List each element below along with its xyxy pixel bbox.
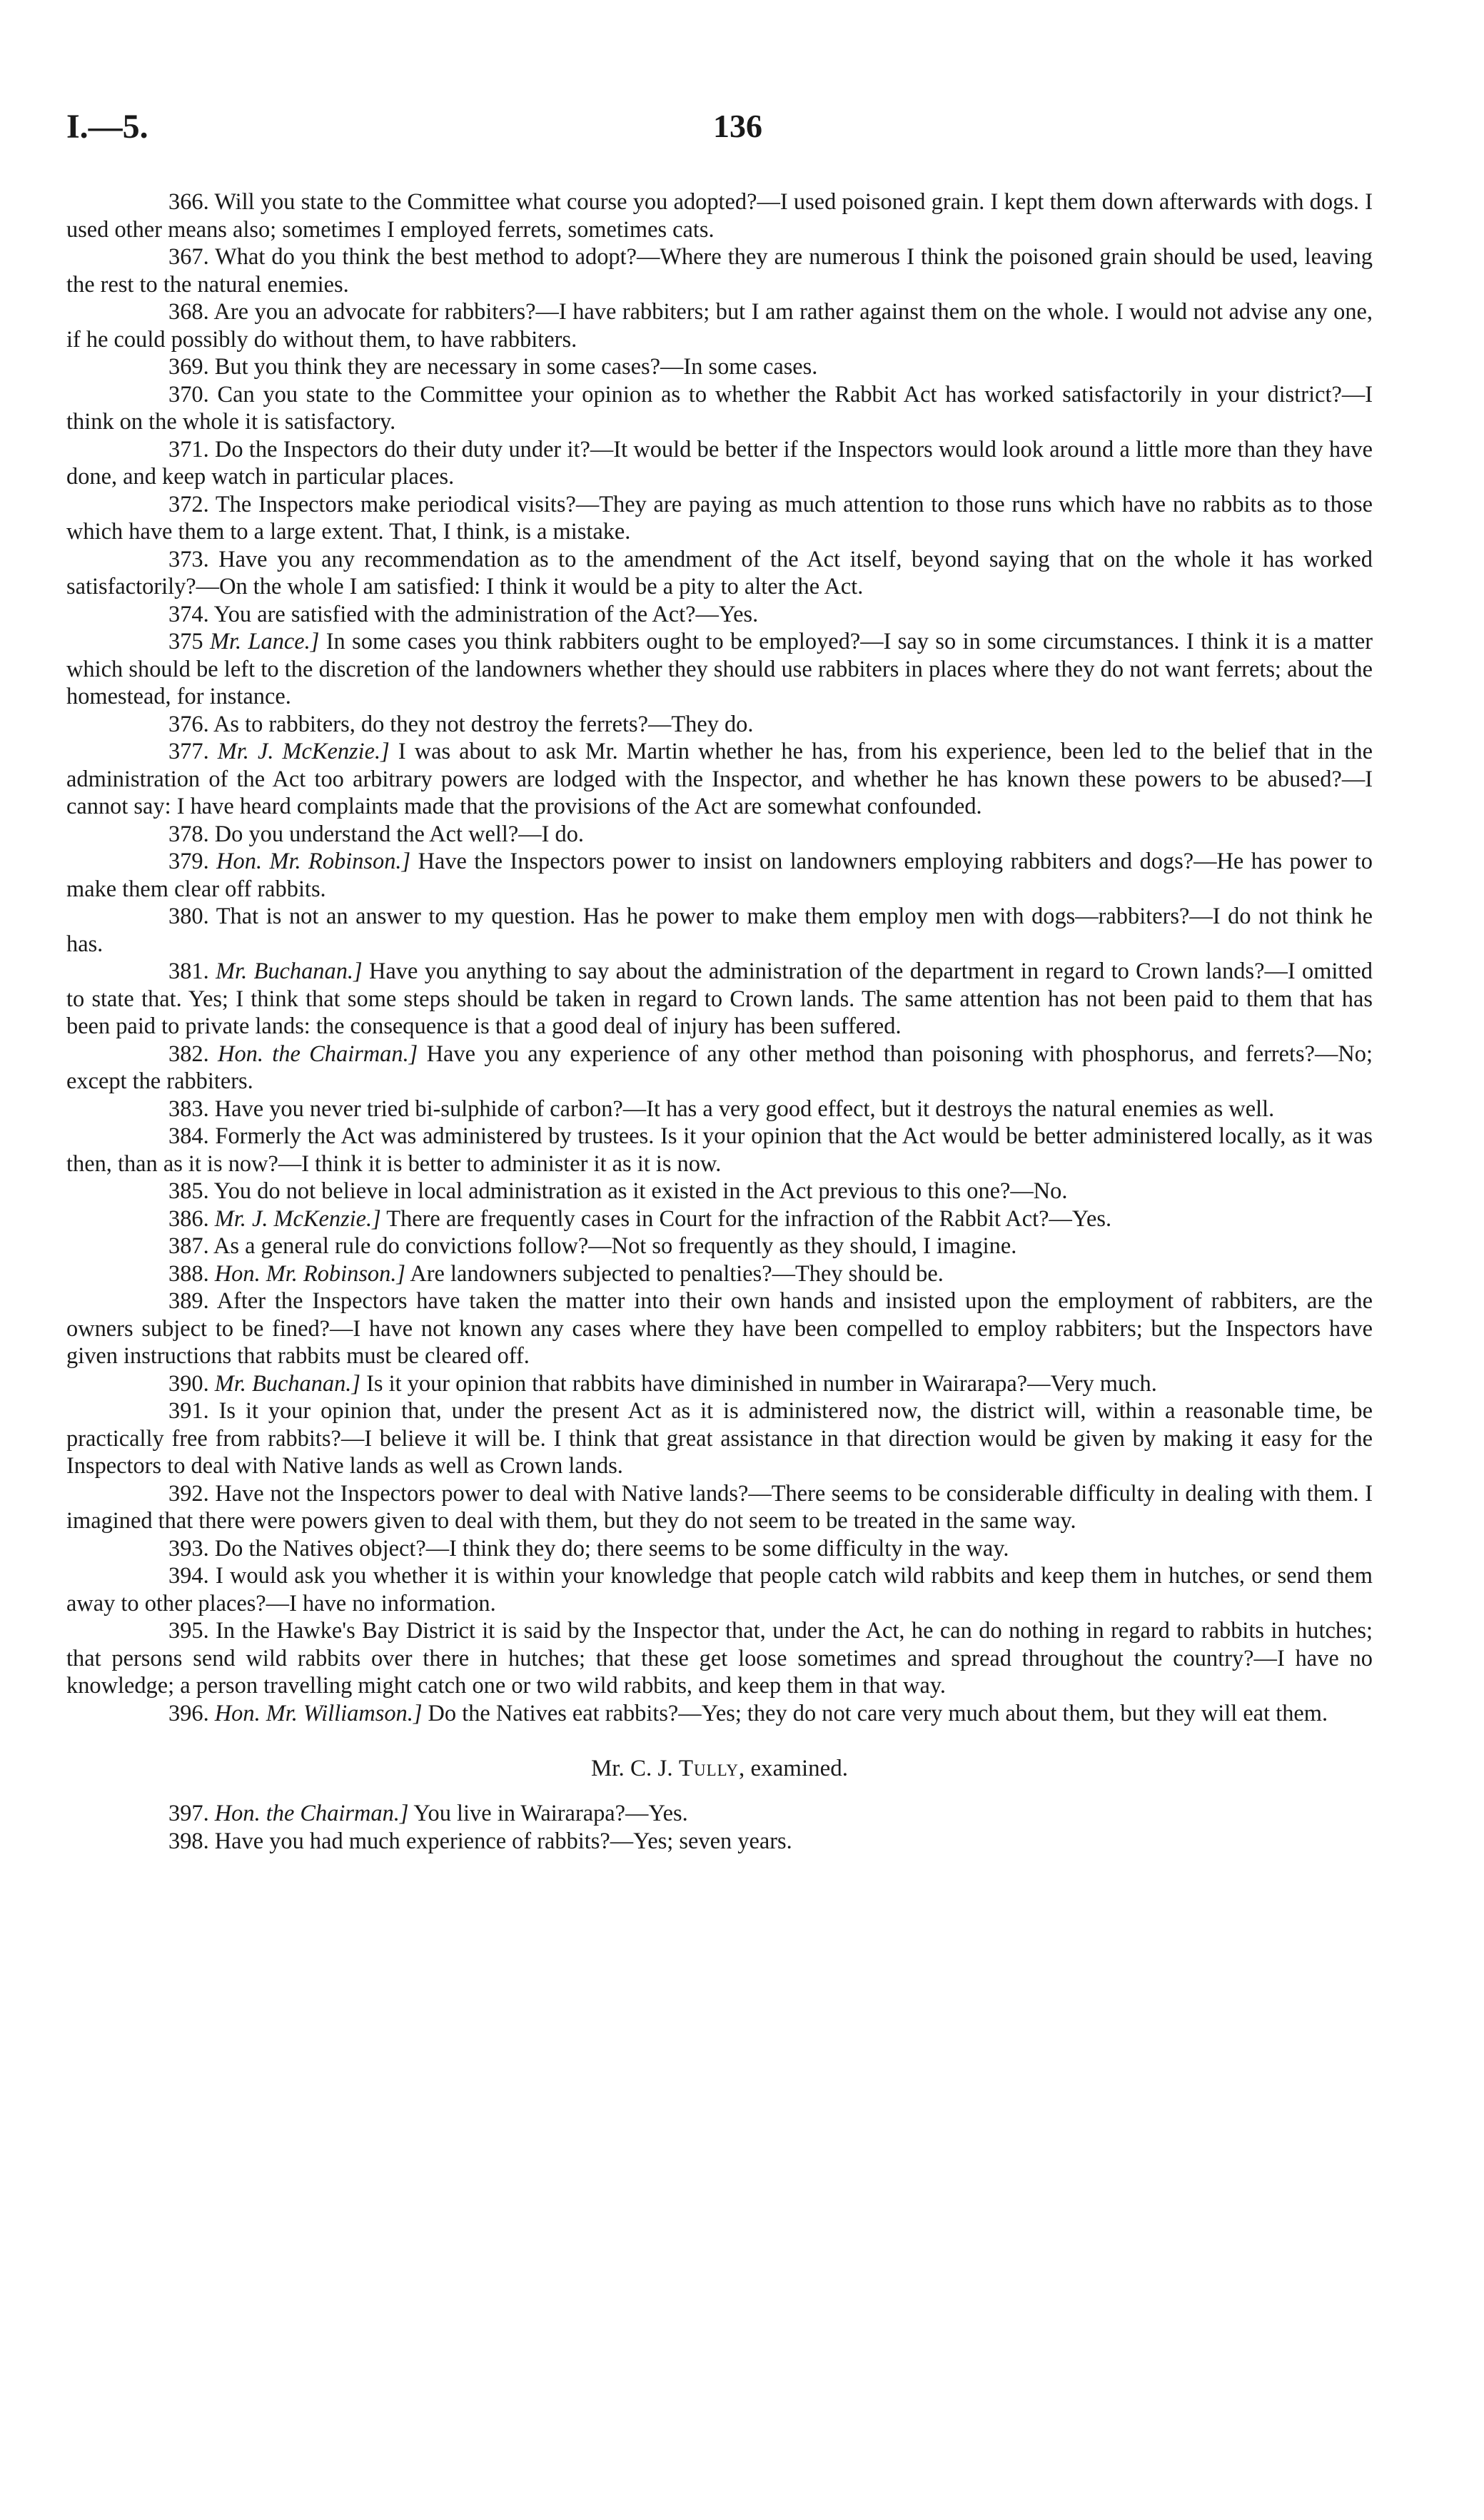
speaker-name: Mr. Buchanan.] — [216, 958, 363, 984]
question-paragraph — [66, 848, 1373, 903]
question-number: 396. — [168, 1700, 215, 1726]
witness-heading — [66, 1754, 1373, 1783]
paragraph-text: 398. Have you had much experience of rabbits?—Yes; seven years. — [168, 1828, 792, 1854]
question-paragraph — [66, 1800, 1373, 1828]
question-number: 381. — [168, 958, 216, 984]
question-paragraph — [66, 821, 1373, 849]
witness-heading-suffix: , examined. — [739, 1756, 849, 1781]
document-page — [66, 107, 1373, 1855]
speaker-name: Mr. Lance.] — [210, 629, 320, 654]
paragraph-text: 367. What do you think the best method to adopt?—Where they are numerous I think the poisoned grain should be used, leaving the rest to the natural enemies. — [66, 244, 1373, 298]
paragraph-text: 394. I would ask you whether it is within your knowledge that people catch wild rabbits and keep them in hutches, or send them away to other places?—I have no information. — [66, 1563, 1373, 1616]
paragraph-text: 366. Will you state to the Committee what course you adopted?—I used poisoned grain. I kept them down afterwards with dogs. I used other means also; sometimes I employed ferrets, sometimes cats. — [66, 189, 1373, 243]
paragraph-text: 368. Are you an advocate for rabbiters?—I have rabbiters; but I am rather against them on the whole. I would not advise any one, if he could possibly do without them, to have rabbiters. — [66, 299, 1373, 353]
witness-surname: Tully — [678, 1756, 740, 1781]
paragraph-text: There are frequently cases in Court for the infraction of the Rabbit Act?—Yes. — [380, 1205, 1112, 1232]
question-paragraph — [66, 1260, 1373, 1288]
paragraph-text: You live in Wairarapa?—Yes. — [408, 1801, 688, 1826]
speaker-name: Mr. Buchanan.] — [214, 1370, 361, 1397]
question-paragraph — [66, 1480, 1373, 1535]
paragraph-text: 384. Formerly the Act was administered by trustees. Is it your opinion that the Act would be better administered locally, as it was then, than as it is now?—I think it is better to administer it as it is now. — [66, 1123, 1373, 1177]
paragraph-text: I was about to ask Mr. Martin whether he has, from his experience, been led to the belief that in the administration of the Act too arbitrary powers are lodged with the Inspector, and whether he has known these powers to be abused?—I cannot say: I have heard complaints made that the provisions of the Act are somewhat confounded. — [66, 739, 1373, 819]
page-header — [66, 107, 1373, 164]
question-paragraph — [66, 491, 1373, 546]
paragraph-text: Have you any experience of any other method than poisoning with phosphorus, and ferrets?—No; except the rabbiters. — [66, 1041, 1373, 1094]
question-number: 386. — [168, 1205, 215, 1232]
paragraph-text: 391. Is it your opinion that, under the present Act as it is administered now, the district will, within a reasonable time, be practically free from rabbits?—I believe it will be. I think that great assistance in that direction would be given by making it easy for the Inspectors to deal with Native lands as well as Crown lands. — [66, 1398, 1373, 1479]
paragraph-text: 369. But you think they are necessary in some cases?—In some cases. — [168, 354, 818, 380]
question-paragraph — [66, 601, 1373, 629]
question-paragraph — [66, 1233, 1373, 1260]
question-paragraph — [66, 1700, 1373, 1728]
paragraph-text: Have you anything to say about the administration of the department in regard to Crown lands?—I omitted to state that. Yes; I think that some steps should be taken in regard to Crown lands. The same attention has not been paid to them that has been paid to private lands: the consequence is that a good deal of injury has been suffered. — [66, 958, 1373, 1039]
paragraph-text: 380. That is not an answer to my question. Has he power to make them employ men with dogs—rabbiters?—I do not think he has. — [66, 904, 1373, 957]
question-paragraph — [66, 958, 1373, 1041]
paragraph-text: Have the Inspectors power to insist on landowners employing rabbiters and dogs?—He has power to make them clear off rabbits. — [66, 849, 1373, 902]
paragraph-text: Are landowners subjected to penalties?—They should be. — [405, 1260, 944, 1287]
paragraph-text: Is it your opinion that rabbits have diminished in number in Wairarapa?—Very much. — [360, 1370, 1157, 1397]
question-paragraph — [66, 1562, 1373, 1617]
question-paragraph — [66, 243, 1373, 298]
question-paragraph — [66, 1370, 1373, 1398]
paragraph-text: 393. Do the Natives object?—I think they do; there seems to be some difficulty in the way. — [168, 1535, 1009, 1562]
paragraph-text: 389. After the Inspectors have taken the matter into their own hands and insisted upon the employment of rabbiters, are the owners subject to be fined?—I have not known any cases where they have been compelled to employ rabbiters; but the Inspectors have given instructions that rabbits must be cleared off. — [66, 1288, 1373, 1369]
question-number: 388. — [168, 1260, 215, 1287]
speaker-name: Hon. Mr. Robinson.] — [216, 849, 411, 874]
question-paragraph — [66, 1397, 1373, 1480]
speaker-name: Hon. the Chairman.] — [218, 1041, 418, 1067]
question-paragraph — [66, 353, 1373, 381]
question-paragraph — [66, 1178, 1373, 1205]
question-paragraph — [66, 188, 1373, 243]
paragraph-text: In some cases you think rabbiters ought to be employed?—I say so in some circumstances. I think it is a matter which should be left to the discretion of the landowners whether they should use rabbiters in places where they do not want ferrets; about the homestead, for instance. — [66, 629, 1373, 709]
paragraph-text: 385. You do not believe in local administration as it existed in the Act previous to this one?—No. — [168, 1178, 1068, 1204]
evidence-text — [66, 188, 1373, 1727]
question-paragraph — [66, 546, 1373, 601]
question-paragraph — [66, 1095, 1373, 1123]
question-number: 397. — [168, 1801, 215, 1826]
paragraph-text: 383. Have you never tried bi-sulphide of carbon?—It has a very good effect, but it destroys the natural enemies as well. — [168, 1095, 1275, 1122]
paragraph-text: 371. Do the Inspectors do their duty under it?—It would be better if the Inspectors would look around a little more than they have done, and keep watch in particular places. — [66, 436, 1373, 490]
question-paragraph — [66, 903, 1373, 958]
speaker-name: Mr. J. McKenzie.] — [217, 739, 390, 764]
paragraph-text: 378. Do you understand the Act well?—I do. — [168, 821, 585, 847]
page-number: 136 — [713, 108, 762, 144]
question-number: 390. — [168, 1370, 215, 1397]
question-paragraph — [66, 711, 1373, 739]
question-number: 377. — [168, 739, 218, 764]
speaker-name: Hon. Mr. Robinson.] — [214, 1260, 406, 1287]
speaker-name: Hon. Mr. Williamson.] — [214, 1700, 423, 1726]
question-paragraph — [66, 1828, 1373, 1856]
question-paragraph — [66, 1535, 1373, 1563]
question-paragraph — [66, 628, 1373, 711]
question-paragraph — [66, 1287, 1373, 1370]
question-number: 379. — [168, 849, 217, 874]
paragraph-text: 395. In the Hawke's Bay District it is said by the Inspector that, under the Act, he can do nothing in regard to rabbits in hutches; that persons send wild rabbits over there in hutches; that these get loose sometimes and spread throughout the country?—I have no knowledge; a person travelling might catch one or two wild rabbits, and keep them in that way. — [66, 1618, 1373, 1699]
evidence-text-continued — [66, 1800, 1373, 1855]
question-paragraph — [66, 381, 1373, 436]
question-number: 375 — [168, 629, 210, 654]
witness-name-prefix: Mr. C. J. — [590, 1756, 679, 1781]
paragraph-text: 370. Can you state to the Committee your opinion as to whether the Rabbit Act has worked satisfactorily in your district?—I think on the whole it is satisfactory. — [66, 381, 1373, 435]
paragraph-text: 374. You are satisfied with the administration of the Act?—Yes. — [168, 601, 759, 627]
question-number: 382. — [168, 1041, 218, 1067]
paragraph-text: 372. The Inspectors make periodical visits?—They are paying as much attention to those runs which have no rabbits as to those which have them to a large extent. That, I think, is a mistake. — [66, 491, 1373, 545]
document-code: I.—5. — [66, 108, 148, 146]
paragraph-text: 387. As a general rule do convictions follow?—Not so frequently as they should, I imagine. — [168, 1233, 1017, 1259]
paragraph-text: 376. As to rabbiters, do they not destroy the ferrets?—They do. — [168, 711, 754, 737]
question-paragraph — [66, 1617, 1373, 1700]
question-paragraph — [66, 1041, 1373, 1095]
paragraph-text: 392. Have not the Inspectors power to deal with Native lands?—There seems to be considerable difficulty in dealing with them. I imagined that there were powers given to deal with them, but they do not seem to be treated in the same way. — [66, 1480, 1373, 1534]
paragraph-text: 373. Have you any recommendation as to the amendment of the Act itself, beyond saying that on the whole it has worked satisfactorily?—On the whole I am satisfied: I think it would be a pity to alter the Act. — [66, 546, 1373, 599]
speaker-name: Mr. J. McKenzie.] — [214, 1205, 381, 1232]
speaker-name: Hon. the Chairman.] — [214, 1801, 409, 1826]
question-paragraph — [66, 1205, 1373, 1233]
question-paragraph — [66, 436, 1373, 491]
paragraph-text: Do the Natives eat rabbits?—Yes; they do not care very much about them, but they will eat them. — [422, 1700, 1328, 1726]
question-paragraph — [66, 298, 1373, 353]
question-paragraph — [66, 738, 1373, 821]
question-paragraph — [66, 1123, 1373, 1178]
